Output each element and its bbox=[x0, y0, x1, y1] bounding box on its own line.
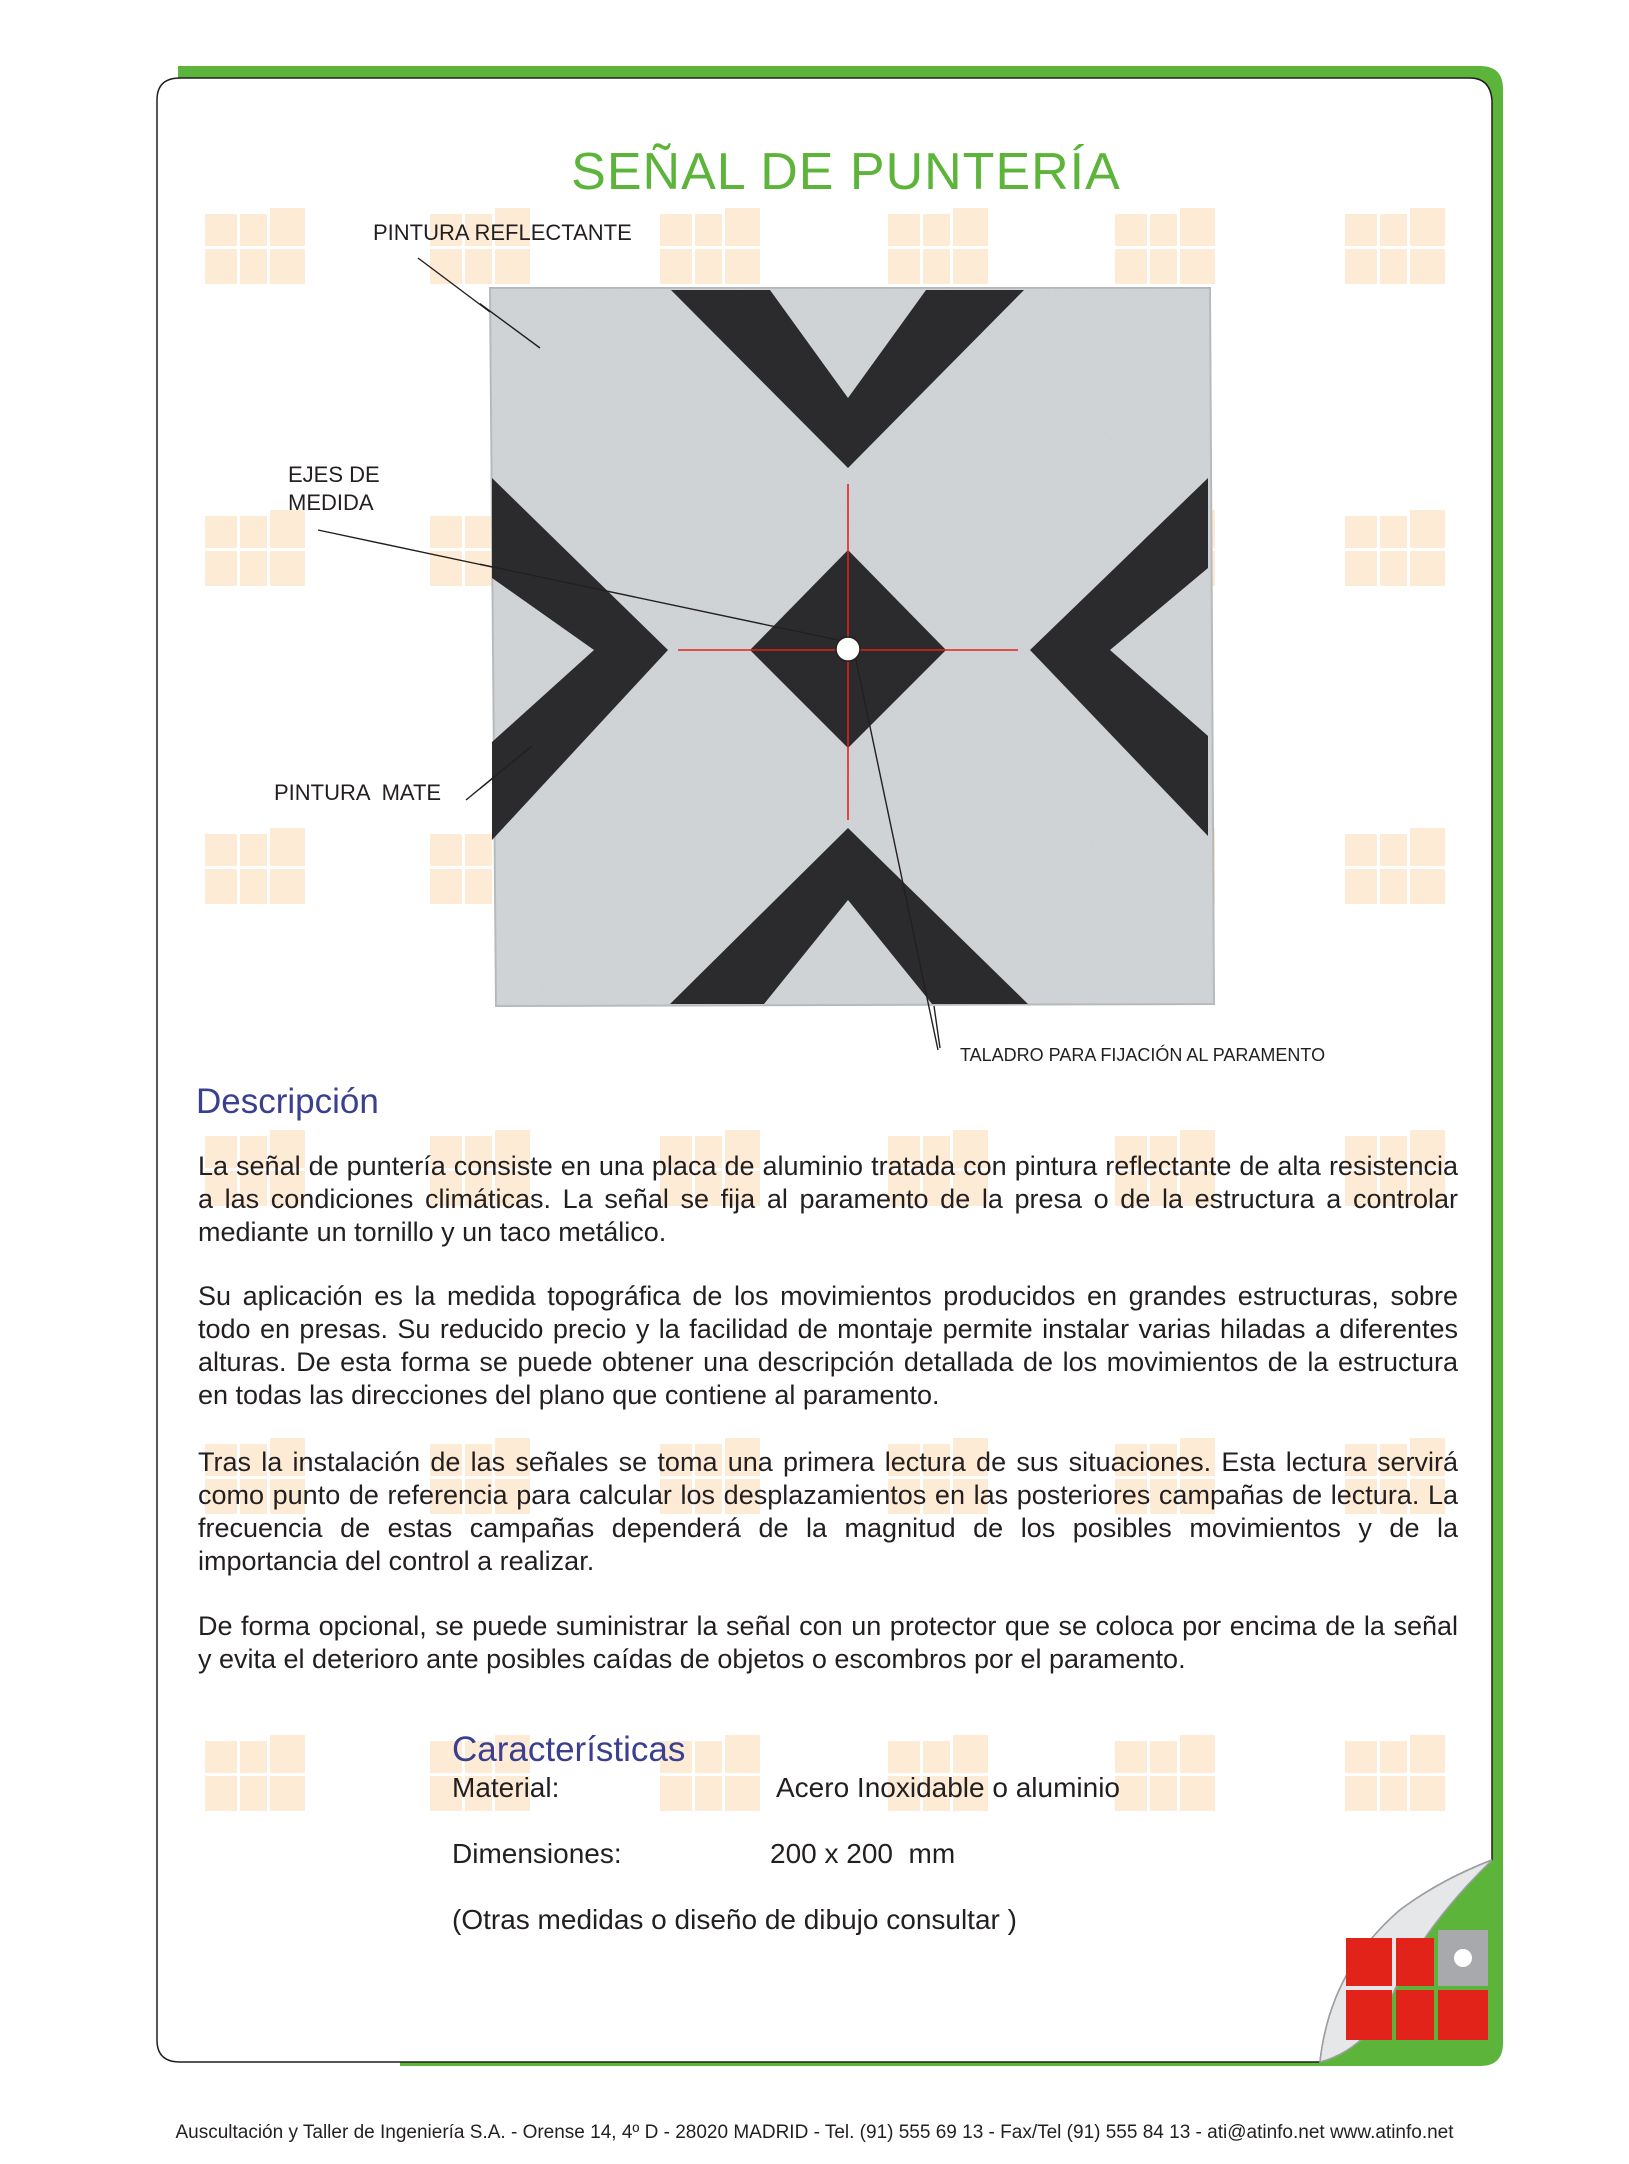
leader-matte-outer bbox=[466, 777, 494, 800]
description-paragraph: La señal de puntería consiste en una placa de aluminio tratada con pintura reflectante de alta resistencia a las condiciones climáticas. La señal se fija al paramento de la presa o de la estructura a controlar mediante un tornillo y un taco metálico. bbox=[198, 1151, 1458, 1247]
dimensions-note: (Otras medidas o diseño de dibujo consultar ) bbox=[452, 1904, 1017, 1935]
description-heading: Descripción bbox=[196, 1082, 379, 1121]
callout-drill-hole: TALADRO PARA FIJACIÓN AL PARAMENTO bbox=[960, 1045, 1326, 1065]
callout-matte-paint: PINTURA MATE bbox=[274, 780, 442, 805]
dimensions-value: 200 x 200 mm bbox=[770, 1838, 956, 1869]
ati-watermark-icon bbox=[1115, 1735, 1215, 1811]
callout-axes-line1: EJES DE bbox=[288, 462, 380, 487]
footer-contact: Auscultación y Taller de Ingeniería S.A. - Orense 14, 4º D - 28020 MADRID - Tel. (91) 555 69 13 - Fax/Tel (91) 555 84 13 - ati@atinfo.net www.atinfo.net bbox=[175, 2122, 1454, 2143]
leader-axes-outer bbox=[318, 530, 492, 567]
material-label: Material: bbox=[452, 1772, 560, 1803]
leader-reflective-outer bbox=[418, 258, 490, 312]
material-value: Acero Inoxidable o aluminio bbox=[776, 1772, 1120, 1803]
callout-reflective-paint: PINTURA REFLECTANTE bbox=[373, 220, 632, 245]
description-paragraph: Su aplicación es la medida topográfica de los movimientos producidos en grandes estructuras, sobre todo en presas. Su reducido precio y la facilidad de montaje permite instalar varias hiladas a diferentes alturas. De esta forma se puede obtener una descripción detallada de los movimientos de la estructura en todas las direcciones del plano que contiene al paramento. bbox=[198, 1281, 1458, 1410]
characteristics-heading: Características bbox=[452, 1730, 686, 1769]
leader-drill-outer bbox=[934, 1006, 940, 1048]
ati-logo-icon bbox=[1346, 1930, 1490, 2042]
callout-axes-line2: MEDIDA bbox=[288, 490, 374, 515]
dimensions-label: Dimensiones: bbox=[452, 1838, 622, 1869]
page-title: SEÑAL DE PUNTERÍA bbox=[571, 143, 1121, 201]
ati-watermark-icon bbox=[1345, 1735, 1445, 1811]
description-paragraph: Tras la instalación de las señales se toma una primera lectura de sus situaciones. Esta lectura servirá como punto de referencia para calcular los desplazamientos en las posteriores campañas de lectura. La frecuencia de estas campañas dependerá de la magnitud de los posibles movimientos y de la importancia del control a realizar. bbox=[198, 1447, 1458, 1576]
ati-watermark-icon bbox=[205, 1735, 305, 1811]
description-paragraph: De forma opcional, se puede suministrar la señal con un protector que se coloca por encima de la señal y evita el deterioro ante posibles caídas de objetos o escombros por el paramento. bbox=[198, 1611, 1458, 1674]
